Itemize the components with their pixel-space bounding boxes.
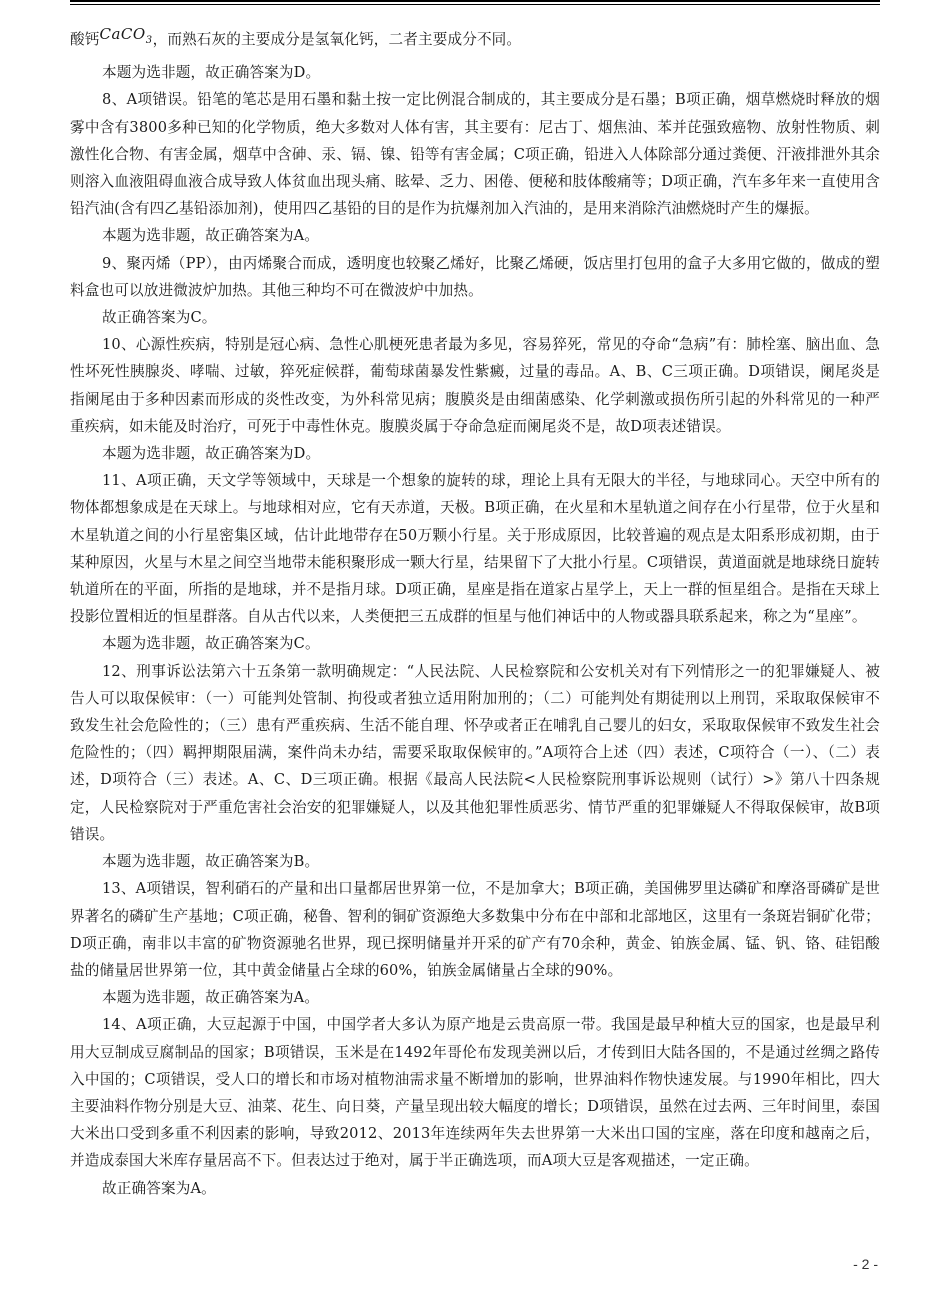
question-14-explanation: 14、A项正确，大豆起源于中国，中国学者大多认为原产地是云贵高原一带。我国是最早种植大豆的国家，也是最早利用大豆制成豆腐制品的国家；B项错误，玉米是在1492年哥伦布发现美洲以后，才传到旧大陆各国的，不是通过丝绸之路传入中国的；C项错误，受人口的增长和市场对植物油需求量不断增加的影响，世界油料作物快速发展。与1990年相比，四大主要油料作物分别是大豆、油菜、花生、向日葵，产量呈现出较大幅度的增长；D项错误，虽然在过去两、三年时间里，泰国大米出口受到多重不利因素的影响，导致2012、2013年连续两年失去世界第一大米出口国的宝座，落在印度和越南之后，并造成泰国大米库存量居高不下。但表达过于绝对，属于半正确选项，而A项大豆是客观描述，一定正确。	[70, 1016, 880, 1170]
document-body	[70, 26, 880, 1202]
formula-subscript: 3	[145, 35, 153, 46]
header-rule	[70, 0, 880, 5]
answer-line: 故正确答案为C。	[102, 309, 217, 327]
answer-line: 本题为选非题，故正确答案为D。	[102, 64, 321, 82]
question-12-explanation: 12、刑事诉讼法第六十五条第一款明确规定：“人民法院、人民检察院和公安机关对有下列情形之一的犯罪嫌疑人、被告人可以取保候审：（一）可能判处管制、拘役或者独立适用附加刑的；（二）可能判处有期徒刑以上刑罚，采取取保候审不致发生社会危险性的；（三）患有严重疾病、生活不能自理、怀孕或者正在哺乳自己婴儿的妇女，采取取保候审不致发生社会危险性的；（四）羁押期限届满，案件尚未办结，需要采取取保候审的。”A项符合上述（四）表述，C项符合（一）、（二）表述，D项符合（三）表述。A、C、D三项正确。根据《最高人民法院<人民检察院刑事诉讼规则（试行）>》第八十四条规定，人民检察院对于严重危害社会治安的犯罪嫌疑人，以及其他犯罪性质恶劣、情节严重的犯罪嫌疑人不得取保候审，故B项错误。	[70, 662, 880, 843]
answer-line: 本题为选非题，故正确答案为A。	[102, 227, 320, 245]
question-11-explanation: 11、A项正确，天文学等领域中，天球是一个想象的旋转的球，理论上具有无限大的半径，与地球同心。天空中所有的物体都想象成是在天球上。与地球相对应，它有天赤道，天极。B项正确，在火星和木星轨道之间存在小行星带，位于火星和木星轨道之间的小行星密集区域，估计此地带存在50万颗小行星。关于形成原因，比较普遍的观点是太阳系形成初期，由于某种原因，火星与木星之间空当地带未能积聚形成一颗大行星，结果留下了大批小行星。C项错误，黄道面就是地球绕日旋转轨道所在的平面，所指的是地球，并不是指月球。D项正确，星座是指在道家占星学上，天上一群的恒星组合。是指在天球上投影位置相近的恒星群落。自从古代以来，人类便把三五成群的恒星与他们神话中的人物或器具联系起来，称之为“星座”。	[70, 472, 880, 626]
paragraph-continuation	[70, 26, 880, 59]
question-9-explanation: 9、聚丙烯（PP），由丙烯聚合而成，透明度也较聚乙烯好，比聚乙烯硬，饭店里打包用的盒子大多用它做的，做成的塑料盒也可以放进微波炉加热。其他三种均不可在微波炉中加热。	[70, 254, 880, 299]
continuation-text-start: 酸钙	[70, 31, 100, 48]
question-10-explanation: 10、心源性疾病，特别是冠心病、急性心肌梗死患者最为多见，容易猝死，常见的夺命“急病”有：肺栓塞、脑出血、急性坏死性胰腺炎、哮喘、过敏，猝死症候群，葡萄球菌暴发性紫癜，过量的毒品。A、B、C三项正确。D项错误，阑尾炎是指阑尾由于多种因素而形成的炎性改变，为外科常见病；腹膜炎是由细菌感染、化学刺激或损伤所引起的外科常见的一种严重疾病，如未能及时治疗，可死于中毒性休克。腹膜炎属于夺命急症而阑尾炎不是，故D项表述错误。	[70, 336, 880, 435]
answer-line: 本题为选非题，故正确答案为D。	[102, 445, 321, 463]
continuation-text-end: ，而熟石灰的主要成分是氢氧化钙，二者主要成分不同。	[152, 31, 522, 48]
formula-base: CaCO	[99, 25, 146, 43]
answer-line: 故正确答案为A。	[102, 1179, 216, 1197]
question-8-explanation: 8、A项错误。铅笔的笔芯是用石墨和黏土按一定比例混合制成的，其主要成分是石墨；B项正确，烟草燃烧时释放的烟雾中含有3800多种已知的化学物质，绝大多数对人体有害，其主要有：尼古丁、烟焦油、苯并芘强致癌物、放射性物质、刺激性化合物、有害金属，烟草中含砷、汞、镉、镍、铅等有害金属；C项正确，铅进入人体除部分通过粪便、汗液排泄外其余则溶入血液阻碍血液合成导致人体贫血出现头痛、眩晕、乏力、困倦、便秘和肢体酸痛等；D项正确，汽车多年来一直使用含铅汽油(含有四乙基铅添加剂)，使用四乙基铅的目的是作为抗爆剂加入汽油的，是用来消除汽油燃烧时产生的爆振。	[70, 91, 880, 218]
answer-line: 本题为选非题，故正确答案为C。	[102, 635, 320, 653]
answer-line: 本题为选非题，故正确答案为B。	[102, 853, 320, 871]
question-13-explanation: 13、A项错误，智利硝石的产量和出口量都居世界第一位，不是加拿大；B项正确，美国佛罗里达磷矿和摩洛哥磷矿是世界著名的磷矿生产基地；C项正确，秘鲁、智利的铜矿资源绝大多数集中分布在中部和北部地区，这里有一条斑岩铜矿化带；D项正确，南非以丰富的矿物资源驰名世界，现已探明储量并开采的矿产有70余种，黄金、铂族金属、锰、钒、铬、硅铝酸盐的储量居世界第一位，其中黄金储量占全球的60%，铂族金属储量占全球的90%。	[70, 880, 880, 979]
chemical-formula	[99, 25, 153, 46]
answer-line: 本题为选非题，故正确答案为A。	[102, 989, 320, 1007]
page-number: - 2 -	[853, 1256, 878, 1272]
